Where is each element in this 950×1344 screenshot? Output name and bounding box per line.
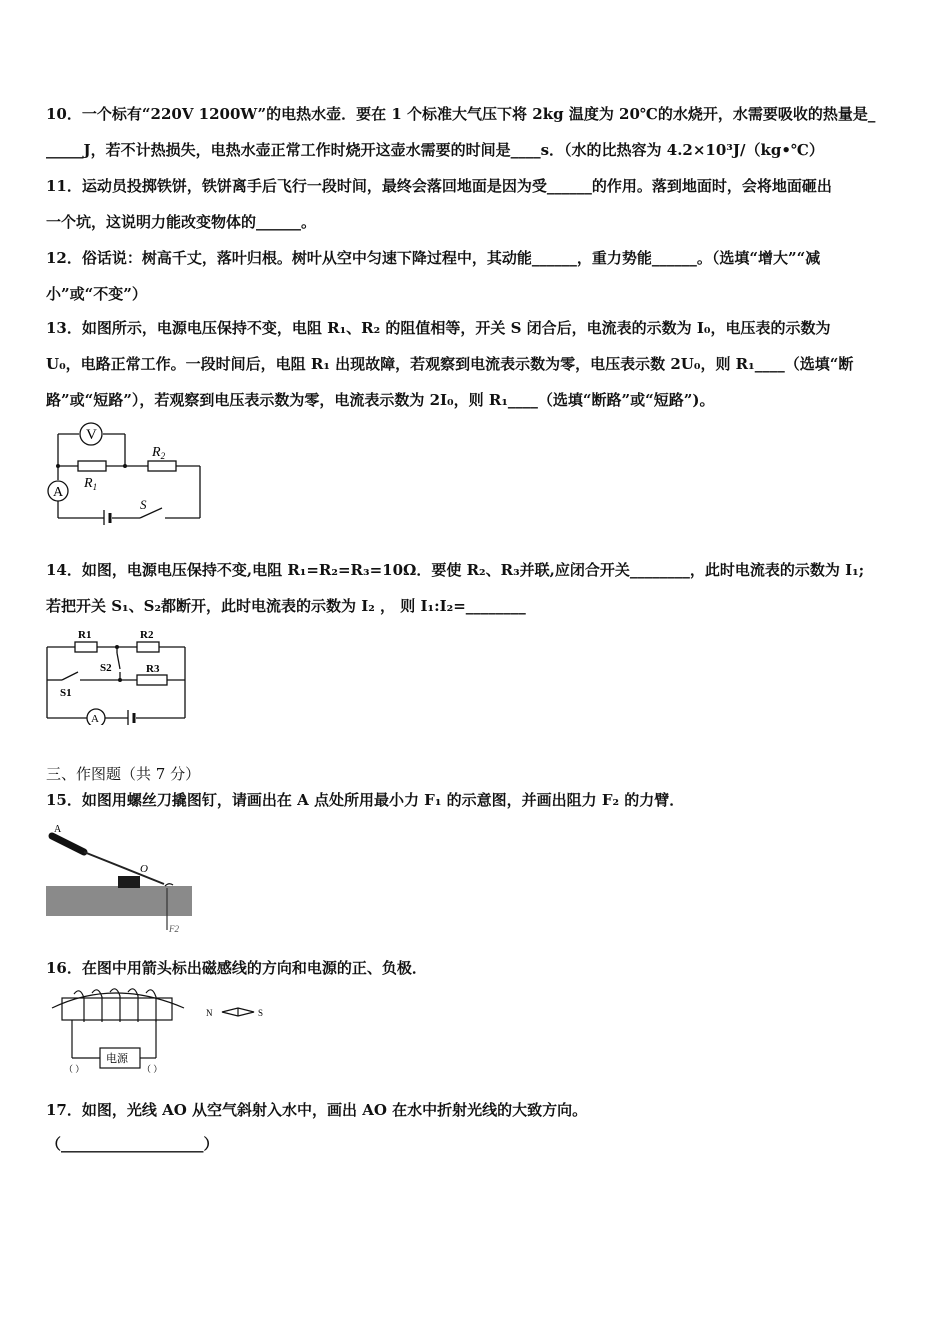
q13-r1-label: $R_1$ xyxy=(84,476,98,492)
q15-f2-label: F2 xyxy=(169,924,179,934)
q13-line3: 路”或“短路”），若观察到电压表示数为零，电流表示数为 2I₀，则 R₁____（选填“断路”或“短路”)。 xyxy=(46,391,715,409)
q13-r2-label: $R_2$ xyxy=(152,445,166,461)
q14-r3-label: R3 xyxy=(146,663,160,675)
q14-line1: 14．如图，电源电压保持不变,电阻 R₁=R₂=R₃=10Ω．要使 R₂、R₃并联,应闭合开关________，此时电流表的示数为 I₁; xyxy=(46,561,865,579)
q11-line2: 一个坑，这说明力能改变物体的______。 xyxy=(46,213,317,231)
q11-line1: 11．运动员投掷铁饼，铁饼离手后飞行一段时间，最终会落回地面是因为受______的作用。落到地面时，会将地面砸出 xyxy=(46,177,832,195)
q14-circuit-figure xyxy=(40,625,192,725)
q13-line2: U₀，电路正常工作。一段时间后，电阻 R₁ 出现故障，若观察到电流表示数为零，电压表示数 2U₀，则 R₁____（选填“断 xyxy=(46,355,854,373)
q16-needle-n-label: N xyxy=(206,1008,213,1018)
q13-voltmeter-label: V xyxy=(86,427,97,443)
q13-switch-label: S xyxy=(140,497,147,512)
q14-s2-label: S2 xyxy=(100,662,112,674)
q13-circuit-figure xyxy=(40,420,210,525)
q17-answer-blank: （___________________） xyxy=(46,1135,219,1153)
q16-line: 16．在图中用箭头标出磁感线的方向和电源的正、负极． xyxy=(46,959,427,977)
q14-r1-label: R1 xyxy=(78,629,92,641)
q14-s1-label: S1 xyxy=(60,687,72,699)
section-3-title: 三、作图题（共 7 分） xyxy=(46,765,201,783)
q16-power-source-label: 电源 xyxy=(106,1053,128,1065)
q14-line2: 若把开关 S₁、S₂都断开，此时电流表的示数为 I₂ ， 则 I₁:I₂=________ xyxy=(46,597,526,615)
q15-point-o-label: O xyxy=(140,863,148,875)
q13-line1: 13．如图所示，电源电压保持不变，电阻 R₁、R₂ 的阻值相等，开关 S 闭合后，电流表的示数为 I₀，电压表的示数为 xyxy=(46,319,831,337)
q14-r2-label: R2 xyxy=(140,629,154,641)
q12-line1: 12．俗话说：树高千丈，落叶归根。树叶从空中匀速下降过程中，其动能______，重力势能______。（选填“增大”“减 xyxy=(46,249,821,267)
q12-line2: 小”或“不变”） xyxy=(46,285,147,303)
q15-line: 15．如图用螺丝刀撬图钉，请画出在 A 点处所用最小力 F₁ 的示意图，并画出阻力 F₂ 的力臂． xyxy=(46,791,685,809)
q10-line2: _____J，若不计热损失，电热水壶正常工作时烧开这壶水需要的时间是____s．（水的比热容为 4.2×10³J/（kg•℃） xyxy=(46,141,824,159)
q17-line: 17．如图，光线 AO 从空气斜射入水中，画出 AO 在水中折射光线的大致方向。 xyxy=(46,1101,588,1119)
q16-right-terminal-blank: （ ） xyxy=(142,1064,163,1074)
q16-needle-s-label: S xyxy=(258,1008,264,1018)
q10-line1: 10．一个标有“220V 1200W”的电热水壶．要在 1 个标准大气压下将 2kg 温度为 20℃的水烧开，水需要吸收的热量是_ xyxy=(46,105,876,123)
q15-point-a-label: A xyxy=(54,824,62,835)
q16-electromagnet-figure xyxy=(44,986,274,1078)
q16-left-terminal-blank: （ ） xyxy=(64,1064,85,1074)
q15-screwdriver-figure xyxy=(44,822,194,937)
q14-ammeter-label: A xyxy=(91,713,99,725)
q13-ammeter-label: A xyxy=(53,485,64,500)
